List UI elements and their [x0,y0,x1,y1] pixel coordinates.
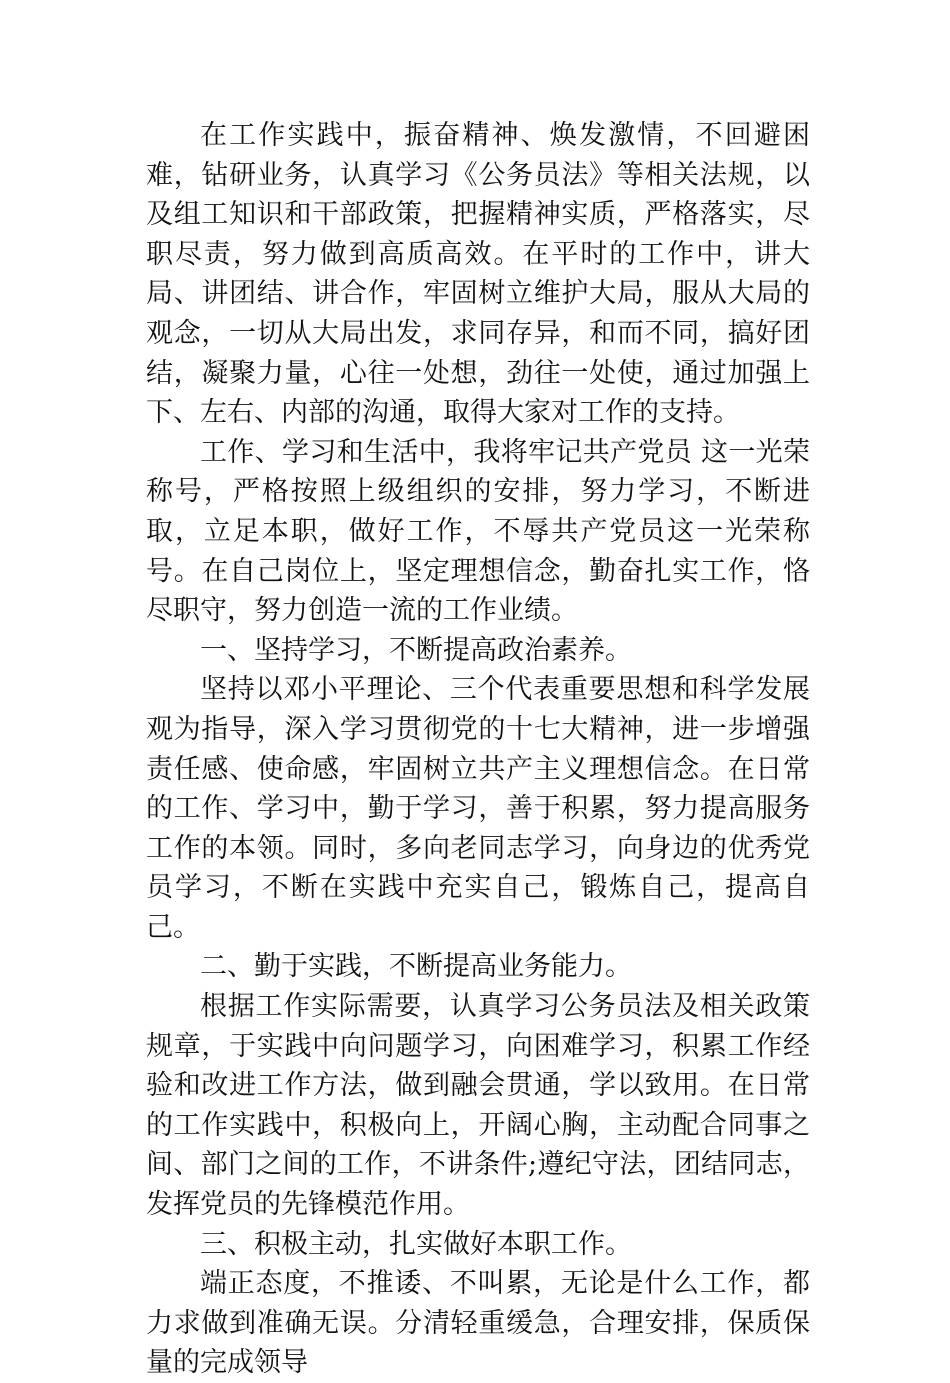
section-heading-2: 二、勤于实践，不断提高业务能力。 [200,951,632,983]
section-heading-3: 三、积极主动，扎实做好本职工作。 [200,1228,632,1260]
paragraph-work-practice: 在工作实践中，振奋精神、焕发激情，不回避困难，钻研业务，认真学习《公务员法》等相关法规，以及组工知识和干部政策，把握精神实质，严格落实，尽职尽责，努力做到高质高效。在平时的工作中，讲大局、讲团结、讲合作，牢固树立维护大局，服从大局的观念，一切从大局出发，求同存异，和而不同，搞好团结，凝聚力量，心往一处想，劲往一处使，通过加强上下、左右、内部的沟通，取得大家对工作的支持。 [146,120,810,429]
paragraph-attitude: 端正态度，不推诿、不叫累，无论是什么工作，都力求做到准确无误。分清轻重缓急，合理安排，保质保量的完成领导 [146,1268,810,1379]
document-page [146,116,810,1383]
paragraph-party-member: 工作、学习和生活中，我将牢记共产党员 这一光荣称号，严格按照上级组织的安排，努力学习，不断进取，立足本职，做好工作，不辱共产党员这一光荣称号。在自己岗位上，坚定理想信念，勤奋扎实工作，恪尽职守，努力创造一流的工作业绩。 [146,436,810,627]
paragraph-study: 坚持以邓小平理论、三个代表重要思想和科学发展观为指导，深入学习贯彻党的十七大精神，进一步增强责任感、使命感，牢固树立共产主义理想信念。在日常的工作、学习中，勤于学习，善于积累，努力提高服务工作的本领。同时，多向老同志学习，向身边的优秀党员学习，不断在实践中充实自己，锻炼自己，提高自己。 [146,674,810,943]
paragraph-practice: 根据工作实际需要，认真学习公务员法及相关政策规章，于实践中向问题学习，向困难学习，积累工作经验和改进工作方法，做到融会贯通，学以致用。在日常的工作实践中，积极向上，开阔心胸，主动配合同事之间、部门之间的工作，不讲条件;遵纪守法，团结同志，发挥党员的先锋模范作用。 [146,991,810,1221]
section-heading-1: 一、坚持学习，不断提高政治素养。 [200,634,632,666]
